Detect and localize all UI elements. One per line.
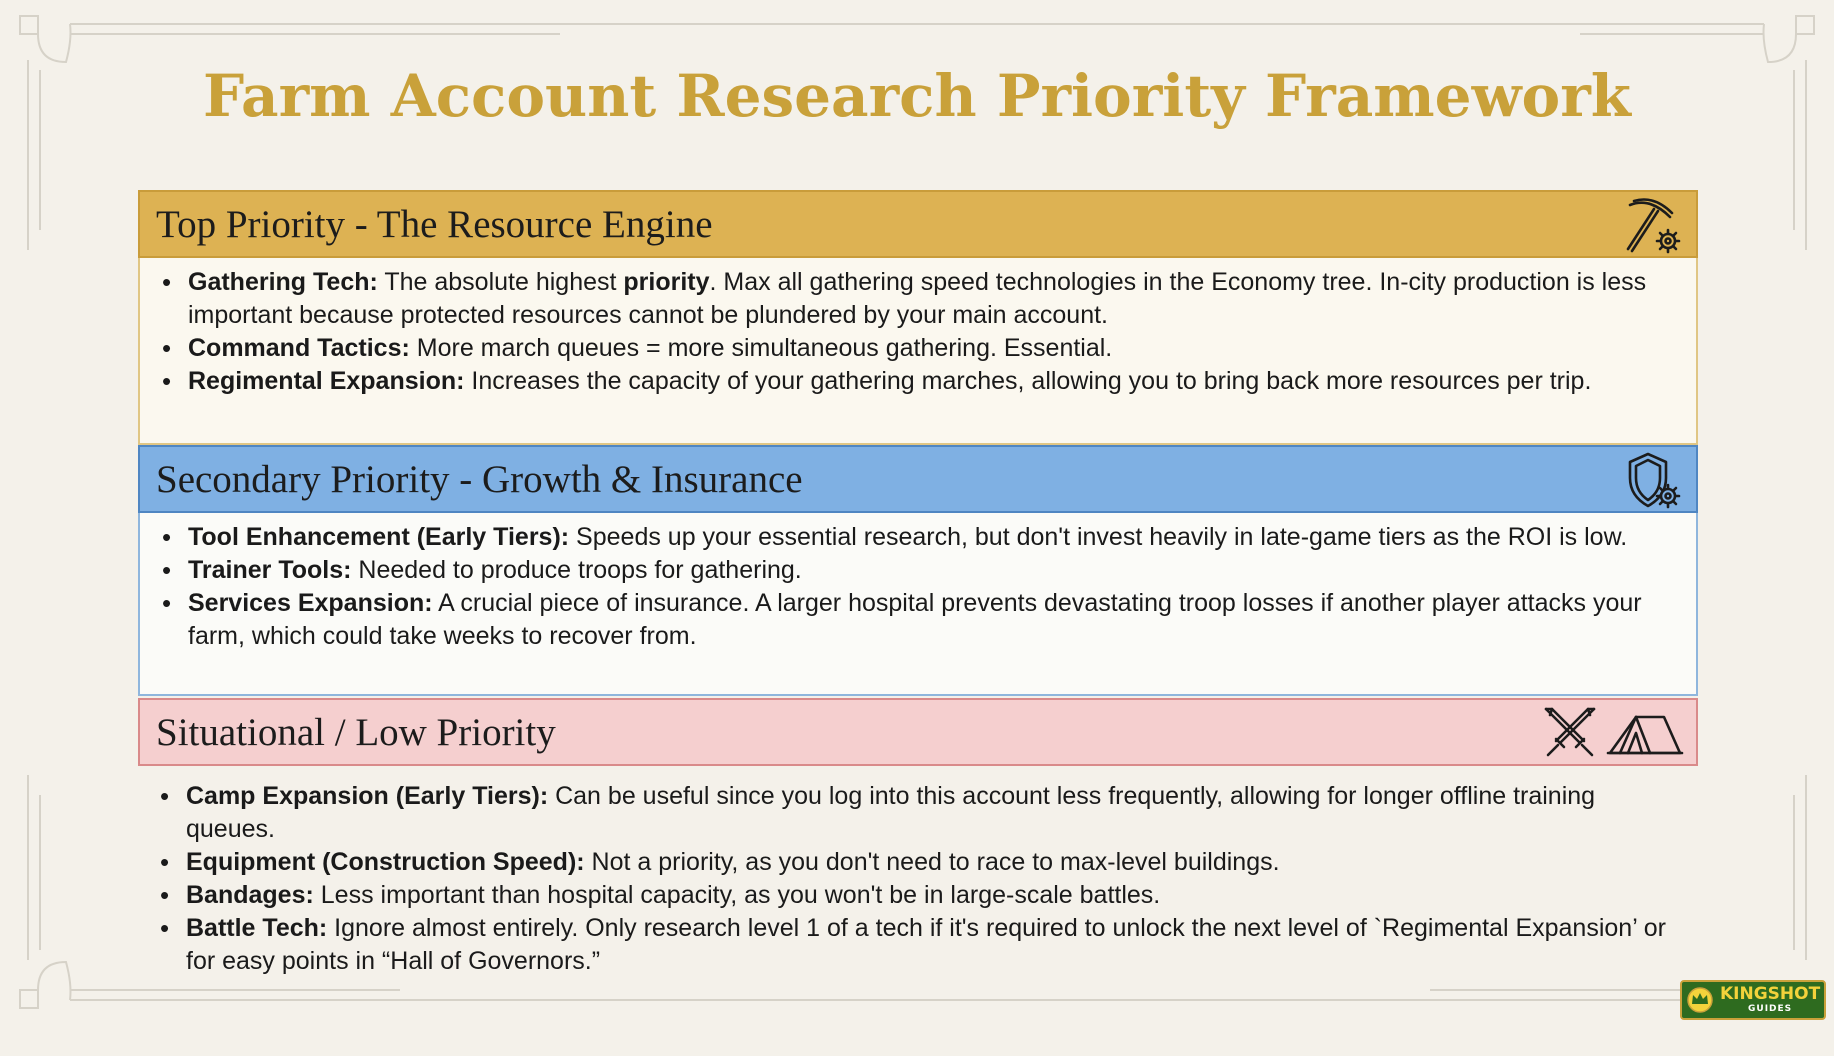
pickaxe-gear-icon <box>1620 195 1684 257</box>
section-header <box>138 190 1698 258</box>
list-item <box>188 332 1678 365</box>
item-list <box>188 521 1678 653</box>
item-label: Regimental Expansion: <box>188 367 465 395</box>
section-body <box>138 766 1698 1056</box>
item-label: Camp Expansion (Early Tiers): <box>186 782 549 810</box>
crossed-swords-icon <box>1540 705 1600 763</box>
item-label: Battle Tech: <box>186 914 328 942</box>
header-icons <box>1540 704 1684 764</box>
section-top-priority <box>138 190 1698 445</box>
list-item <box>186 780 1680 846</box>
item-text: Speeds up your essential research, but don't invest heavily in late-game tiers as the ROI is low. <box>569 523 1628 551</box>
item-text: A crucial piece of insurance. A larger hospital prevents devastating troop losses if another player attacks your farm, which could take weeks to recover from. <box>188 589 1642 650</box>
item-text: Increases the capacity of your gathering marches, allowing you to bring back more resources per trip. <box>464 367 1592 395</box>
header-icons <box>1620 451 1684 511</box>
item-text: Less important than hospital capacity, as you won't be in large-scale battles. <box>313 881 1161 909</box>
list-item <box>188 521 1678 554</box>
header-icons <box>1620 196 1684 256</box>
item-text: The absolute highest <box>377 268 624 296</box>
item-list <box>188 266 1678 398</box>
item-label: Services Expansion: <box>188 589 433 617</box>
item-text: Needed to produce troops for gathering. <box>351 556 802 584</box>
tent-icon <box>1606 709 1684 759</box>
list-item <box>188 365 1678 398</box>
section-body <box>138 258 1698 445</box>
logo-sub-text: GUIDES <box>1748 1004 1793 1014</box>
section-header <box>138 698 1698 766</box>
section-heading: Secondary Priority - Growth & Insurance <box>156 457 803 501</box>
section-body <box>138 513 1698 696</box>
list-item <box>186 846 1680 879</box>
item-emphasis: priority <box>623 268 710 296</box>
section-situational-priority <box>138 698 1698 1056</box>
item-text: Can be useful since you log into this account less frequently, allowing for longer offline training queues. <box>186 782 1596 843</box>
item-label: Command Tactics: <box>188 334 410 362</box>
shield-gear-icon <box>1620 450 1684 512</box>
section-secondary-priority <box>138 445 1698 696</box>
section-header <box>138 445 1698 513</box>
item-text: Not a priority, as you don't need to race to max-level buildings. <box>584 848 1280 876</box>
item-text: More march queues = more simultaneous gathering. Essential. <box>409 334 1113 362</box>
list-item <box>186 912 1680 978</box>
item-text: Ignore almost entirely. Only research level 1 of a tech if it's required to unlock the next level of `Regimental Expansion’ or for easy points in “Hall of Governors.” <box>186 914 1667 975</box>
crown-icon <box>1686 986 1714 1014</box>
item-label: Bandages: <box>186 881 314 909</box>
item-label: Gathering Tech: <box>188 268 378 296</box>
list-item <box>186 879 1680 912</box>
item-label: Equipment (Construction Speed): <box>186 848 585 876</box>
kingshot-guides-logo <box>1680 980 1826 1020</box>
section-heading: Situational / Low Priority <box>156 710 556 754</box>
section-heading: Top Priority - The Resource Engine <box>156 202 713 246</box>
list-item <box>188 266 1678 332</box>
item-label: Trainer Tools: <box>188 556 352 584</box>
logo-text <box>1720 986 1820 1014</box>
page-title: Farm Account Research Priority Framework <box>203 62 1631 130</box>
list-item <box>188 587 1678 653</box>
logo-main-text: KINGSHOT <box>1720 984 1821 1004</box>
item-list <box>186 780 1680 978</box>
item-label: Tool Enhancement (Early Tiers): <box>188 523 570 551</box>
item-text: . Max all gathering speed technologies in the Economy tree. In-city production is less important because protected resources cannot be plundered by your main account. <box>188 268 1647 329</box>
list-item <box>188 554 1678 587</box>
